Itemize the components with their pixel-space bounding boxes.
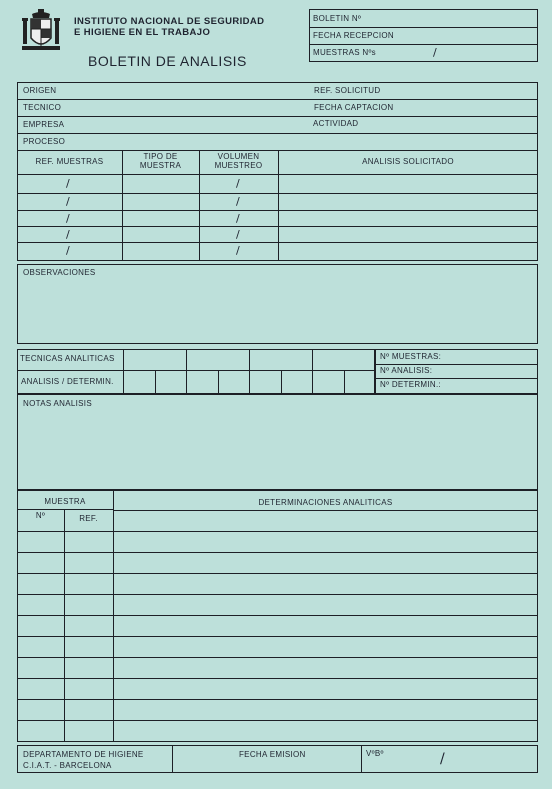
fecha-recepcion-label: FECHA RECEPCION xyxy=(313,31,394,40)
rule xyxy=(17,594,538,595)
document-title: BOLETIN DE ANALISIS xyxy=(88,53,247,69)
rule xyxy=(218,370,219,394)
notas-analisis-label: NOTAS ANALISIS xyxy=(23,399,92,408)
col-vol-line-1: VOLUMEN xyxy=(217,152,260,161)
rule xyxy=(17,699,538,700)
institute-name xyxy=(74,16,264,39)
muestras-slash: / xyxy=(433,46,437,59)
determinaciones-box xyxy=(17,490,538,742)
volume-row-slash: / xyxy=(236,228,240,241)
rule xyxy=(113,510,538,511)
vobo-slash: / xyxy=(440,751,445,767)
ref-solicitud-label: REF. SOLICITUD xyxy=(314,86,381,95)
rule xyxy=(186,349,187,394)
rule xyxy=(17,531,538,532)
volume-row-slash: / xyxy=(236,195,240,208)
rule xyxy=(113,490,114,742)
department-info xyxy=(23,750,144,772)
rule xyxy=(64,509,65,742)
rule xyxy=(312,349,313,394)
rule xyxy=(172,745,173,773)
col-tipo-line-1: TIPO DE xyxy=(143,152,178,161)
volume-row-slash: / xyxy=(236,177,240,190)
sample-row-slash: / xyxy=(66,195,70,208)
no-muestras-label: Nº MUESTRAS: xyxy=(380,352,442,361)
no-col-header: Nº xyxy=(35,511,46,520)
rule xyxy=(249,349,250,394)
sample-row-slash: / xyxy=(66,244,70,257)
rule xyxy=(17,133,538,134)
rule xyxy=(375,378,538,379)
notas-analisis-box xyxy=(17,394,538,490)
rule xyxy=(309,44,538,45)
no-analisis-label: Nº ANALISIS: xyxy=(380,366,433,375)
sample-row-slash: / xyxy=(66,177,70,190)
analisis-determin-label: ANALISIS / DETERMIN. xyxy=(21,377,114,386)
fecha-captacion-label: FECHA CAPTACION xyxy=(314,103,394,112)
coat-of-arms-emblem xyxy=(20,8,62,54)
rule xyxy=(17,573,538,574)
col-analisis-solicitado: ANALISIS SOLICITADO xyxy=(362,157,454,166)
sample-row-slash: / xyxy=(66,212,70,225)
rule xyxy=(375,364,538,365)
tecnicas-analiticas-label: TECNICAS ANALITICAS xyxy=(20,354,115,363)
rule xyxy=(17,615,538,616)
rule xyxy=(307,116,538,117)
col-ref-muestras: REF. MUESTRAS xyxy=(35,157,104,166)
actividad-label: ACTIVIDAD xyxy=(313,119,359,128)
empresa-label: EMPRESA xyxy=(23,120,65,129)
no-determin-label: Nº DETERMIN.: xyxy=(380,380,442,389)
rule xyxy=(309,27,538,28)
rule xyxy=(17,678,538,679)
fecha-emision-label: FECHA EMISION xyxy=(239,750,306,759)
ref-col-header: REF. xyxy=(79,514,98,523)
rule xyxy=(278,150,279,261)
boletin-no-label: BOLETIN Nº xyxy=(313,14,362,23)
rule xyxy=(17,636,538,637)
rule xyxy=(17,509,113,510)
col-volumen-muestreo xyxy=(199,153,278,171)
col-tipo-muestra xyxy=(122,153,199,171)
institute-line-1: INSTITUTO NACIONAL DE SEGURIDAD xyxy=(74,16,265,27)
department-line-2: C.I.A.T. - BARCELONA xyxy=(23,760,112,770)
rule xyxy=(344,370,345,394)
col-vol-line-2: MUESTREO xyxy=(214,160,263,170)
rule xyxy=(17,116,307,117)
col-tipo-line-2: MUESTRA xyxy=(139,160,182,170)
rule xyxy=(17,99,538,100)
rule xyxy=(17,370,375,371)
tecnico-label: TECNICO xyxy=(23,103,62,112)
muestras-nos-label: MUESTRAS Nºs xyxy=(313,48,376,57)
rule xyxy=(123,349,124,394)
muestra-header: MUESTRA xyxy=(44,497,86,506)
observaciones-label: OBSERVACIONES xyxy=(23,268,96,277)
volume-row-slash: / xyxy=(236,212,240,225)
institute-line-2: E HIGIENE EN EL TRABAJO xyxy=(74,27,211,39)
vobo-label: VºBº xyxy=(366,749,384,758)
department-line-1: DEPARTAMENTO DE HIGIENE xyxy=(23,750,144,759)
origen-label: ORIGEN xyxy=(23,86,57,95)
rule xyxy=(281,370,282,394)
rule xyxy=(17,720,538,721)
rule xyxy=(361,745,362,773)
rule xyxy=(17,657,538,658)
proceso-label: PROCESO xyxy=(23,137,66,146)
rule xyxy=(17,552,538,553)
sample-row-slash: / xyxy=(66,228,70,241)
determinaciones-header: DETERMINACIONES ANALITICAS xyxy=(258,498,393,507)
rule xyxy=(155,370,156,394)
volume-row-slash: / xyxy=(236,244,240,257)
